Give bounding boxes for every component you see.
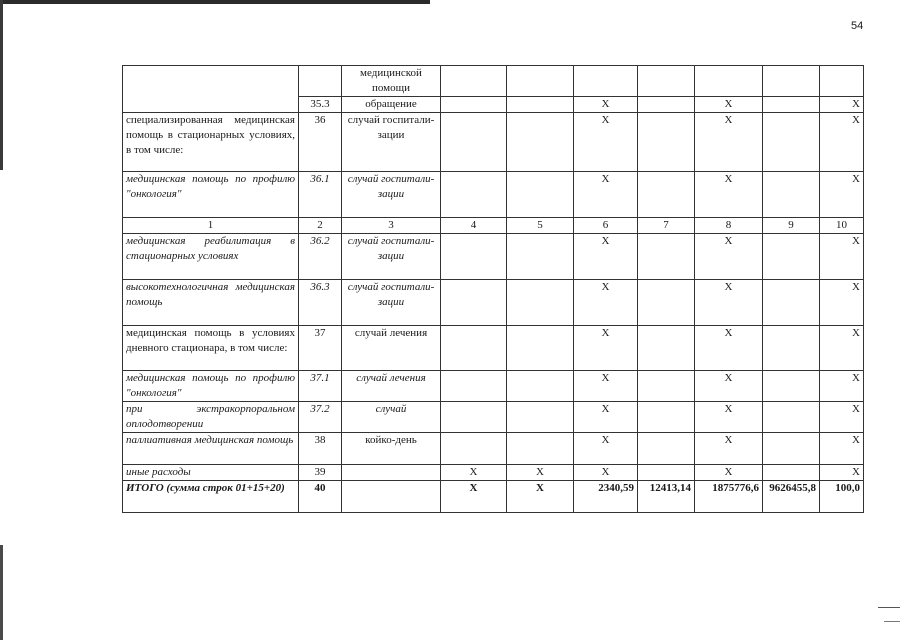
value-cell: X: [574, 326, 638, 371]
name-cell: высокотехнологичная медицинская помощь: [123, 280, 299, 326]
value-cell: 2340,59: [574, 481, 638, 513]
value-cell: X: [695, 113, 763, 172]
unit-cell: медицинской помощи: [342, 66, 441, 97]
unit-cell: случай лечения: [342, 371, 441, 402]
name-cell: специализированная медицинская помощь в стационарных условиях, в том числе:: [123, 113, 299, 172]
name-cell: медицинская помощь в условиях дневного стационара, в том числе:: [123, 326, 299, 371]
value-cell: X: [574, 113, 638, 172]
unit-cell: случай госпитали-зации: [342, 280, 441, 326]
value-cell: 100,0: [820, 481, 864, 513]
value-cell: X: [574, 433, 638, 465]
scan-edge-top: [0, 0, 430, 4]
page-number: 54: [851, 20, 864, 32]
code-cell: [299, 66, 342, 97]
value-cell: X: [441, 465, 507, 481]
value-cell: X: [820, 433, 864, 465]
value-cell: X: [507, 465, 574, 481]
column-numbers-row: [123, 218, 864, 234]
value-cell: X: [695, 371, 763, 402]
value-cell: X: [695, 465, 763, 481]
name-cell: медицинская помощь по профилю "онкология": [123, 172, 299, 218]
total-row: [123, 481, 864, 513]
column-number: 10: [820, 218, 864, 234]
name-cell: ИТОГО (сумма строк 01+15+20): [123, 481, 299, 513]
table-row: [123, 66, 864, 97]
table-row: [123, 234, 864, 280]
unit-cell: случай: [342, 402, 441, 433]
code-cell: 39: [299, 465, 342, 481]
column-number: 8: [695, 218, 763, 234]
scan-edge-left: [0, 0, 3, 170]
value-cell: X: [574, 280, 638, 326]
value-cell: X: [574, 371, 638, 402]
unit-cell: койко-день: [342, 433, 441, 465]
financing-table: [122, 65, 864, 513]
code-cell: 35.3: [299, 97, 342, 113]
value-cell: X: [695, 433, 763, 465]
value-cell: X: [695, 402, 763, 433]
column-number: 2: [299, 218, 342, 234]
table-row: [123, 326, 864, 371]
value-cell: X: [574, 234, 638, 280]
name-cell: медицинская помощь по профилю "онкология": [123, 371, 299, 402]
unit-cell: [342, 465, 441, 481]
code-cell: 37.1: [299, 371, 342, 402]
value-cell: X: [820, 172, 864, 218]
name-cell: медицинская реабилитация в стационарных условиях: [123, 234, 299, 280]
table-row: [123, 280, 864, 326]
table-row: [123, 371, 864, 402]
name-cell: иные расходы: [123, 465, 299, 481]
scan-mark: [884, 621, 900, 622]
code-cell: 40: [299, 481, 342, 513]
value-cell: X: [820, 402, 864, 433]
value-cell: X: [820, 326, 864, 371]
table-row: [123, 465, 864, 481]
scan-mark: [878, 607, 900, 608]
code-cell: 36: [299, 113, 342, 172]
value-cell: 12413,14: [638, 481, 695, 513]
column-number: 4: [441, 218, 507, 234]
value-cell: X: [695, 234, 763, 280]
value-cell: X: [820, 465, 864, 481]
code-cell: 36.3: [299, 280, 342, 326]
column-number: 9: [763, 218, 820, 234]
value-cell: X: [820, 113, 864, 172]
value-cell: X: [507, 481, 574, 513]
value-cell: X: [695, 97, 763, 113]
table-row: [123, 113, 864, 172]
table-row: [123, 402, 864, 433]
unit-cell: [342, 481, 441, 513]
value-cell: X: [820, 280, 864, 326]
table-row: [123, 433, 864, 465]
unit-cell: случай лечения: [342, 326, 441, 371]
value-cell: X: [695, 326, 763, 371]
value-cell: X: [574, 97, 638, 113]
column-number: 5: [507, 218, 574, 234]
value-cell: X: [574, 172, 638, 218]
code-cell: 37: [299, 326, 342, 371]
code-cell: 36.1: [299, 172, 342, 218]
value-cell: X: [441, 481, 507, 513]
value-cell: X: [574, 465, 638, 481]
column-number: 1: [123, 218, 299, 234]
unit-cell: случай госпитали-зации: [342, 234, 441, 280]
value-cell: X: [695, 172, 763, 218]
name-cell: [123, 66, 299, 113]
name-cell: при экстракорпоральном оплодотворении: [123, 402, 299, 433]
column-number: 7: [638, 218, 695, 234]
code-cell: 38: [299, 433, 342, 465]
value-cell: X: [574, 402, 638, 433]
value-cell: X: [820, 371, 864, 402]
scan-edge-bottom-left: [0, 545, 3, 640]
value-cell: 1875776,6: [695, 481, 763, 513]
value-cell: X: [695, 280, 763, 326]
value-cell: X: [820, 97, 864, 113]
value-cell: 9626455,8: [763, 481, 820, 513]
unit-cell: обращение: [342, 97, 441, 113]
name-cell: паллиативная медицинская помощь: [123, 433, 299, 465]
column-number: 6: [574, 218, 638, 234]
value-cell: X: [820, 234, 864, 280]
code-cell: 37.2: [299, 402, 342, 433]
unit-cell: случай госпитали-зации: [342, 113, 441, 172]
column-number: 3: [342, 218, 441, 234]
table-row: [123, 172, 864, 218]
unit-cell: случай госпитали-зации: [342, 172, 441, 218]
code-cell: 36.2: [299, 234, 342, 280]
